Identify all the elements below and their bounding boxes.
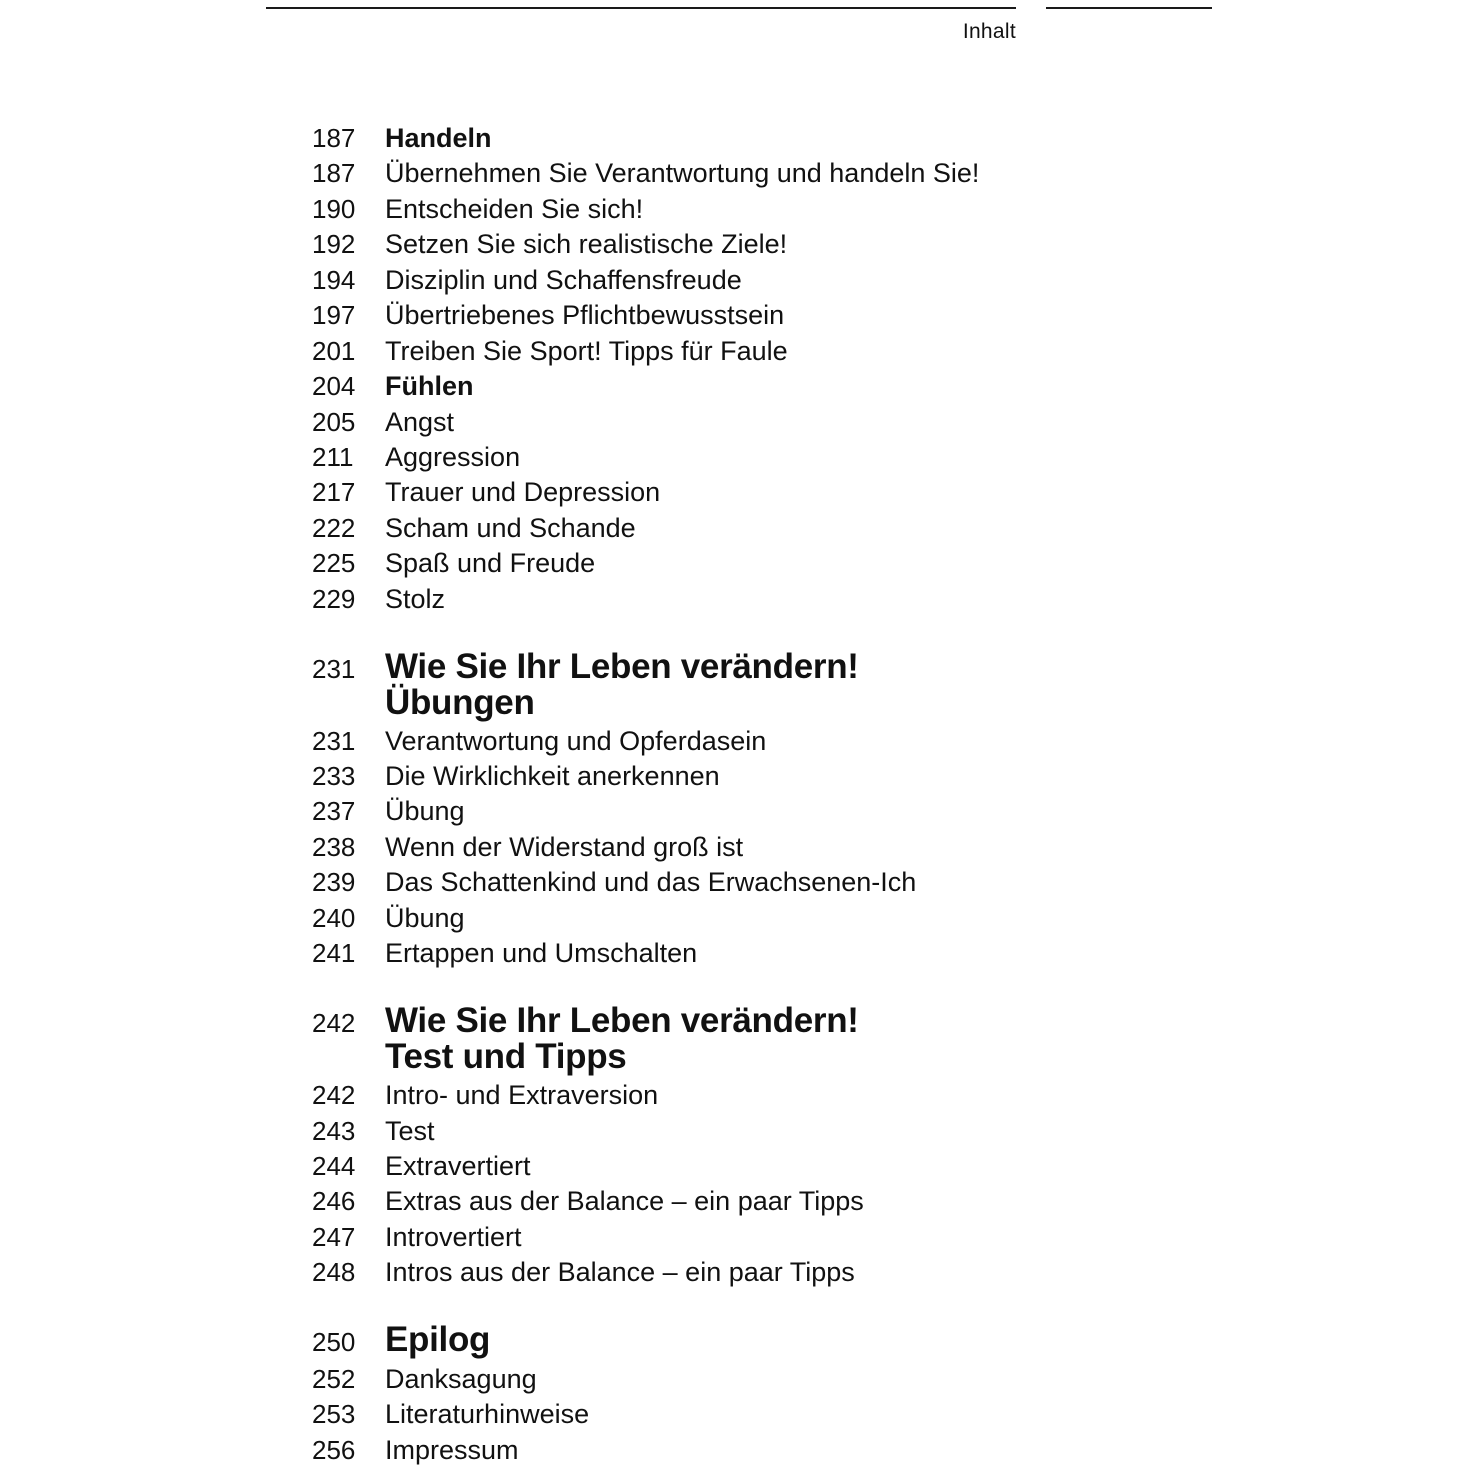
toc-entry-title: Setzen Sie sich realistische Ziele!: [385, 229, 788, 259]
toc-page-number: 192: [312, 229, 356, 259]
toc-entry[interactable]: [312, 830, 1112, 864]
toc-entry-title: Disziplin und Schaffensfreude: [385, 265, 742, 295]
toc-entry-title: Introvertiert: [385, 1222, 522, 1252]
toc-entry[interactable]: [312, 724, 1112, 758]
toc-entry-title: Trauer und Depression: [385, 477, 661, 507]
header-rule-left: [266, 7, 1016, 9]
toc-entry-title: Extras aus der Balance – ein paar Tipps: [385, 1186, 864, 1216]
toc-chapter-title: [385, 649, 1112, 721]
toc-entry-title: Spaß und Freude: [385, 548, 596, 578]
toc-chapter-title-line2: Test und Tipps: [385, 1037, 627, 1076]
toc-page-number: 194: [312, 265, 356, 295]
toc-entry[interactable]: [312, 1184, 1112, 1218]
toc-entry-title: Übernehmen Sie Verantwortung und handeln Sie!: [385, 158, 980, 188]
toc-entry[interactable]: [312, 759, 1112, 793]
toc-page-number: 222: [312, 513, 356, 543]
toc-page-number: 205: [312, 407, 356, 437]
toc-entry-title: Übung: [385, 903, 465, 933]
toc-page-number: 253: [312, 1399, 356, 1429]
toc-entry-title: Stolz: [385, 584, 446, 614]
toc-entry-title: Intro- und Extraversion: [385, 1080, 659, 1110]
toc-page-number: 237: [312, 796, 356, 826]
toc-page-number: 248: [312, 1257, 356, 1287]
toc-chapter-title: [385, 1322, 1112, 1358]
toc-page-number: 204: [312, 371, 356, 401]
toc-entry-title: Ertappen und Umschalten: [385, 938, 698, 968]
toc-page-number: 240: [312, 903, 356, 933]
toc-entry-title: Handeln: [385, 123, 492, 153]
toc-chapter-title-line1: Wie Sie Ihr Leben verändern!: [385, 1001, 859, 1040]
toc-entry-title: Angst: [385, 407, 455, 437]
toc-entry-title: Scham und Schande: [385, 513, 636, 543]
toc-page-number: 190: [312, 194, 356, 224]
toc-page-number: 233: [312, 761, 356, 791]
toc-entry[interactable]: [312, 865, 1112, 899]
toc-section-fuehlen[interactable]: [312, 369, 1112, 403]
toc-entry-title: Übung: [385, 796, 465, 826]
header-rule-right: [1046, 7, 1212, 9]
toc-page-number: 243: [312, 1116, 356, 1146]
toc-page-number: 201: [312, 336, 356, 366]
toc-page-number: 246: [312, 1186, 356, 1216]
toc-page-number: 239: [312, 867, 356, 897]
toc-entry-title: Intros aus der Balance – ein paar Tipps: [385, 1257, 855, 1287]
toc-page-number: 256: [312, 1435, 356, 1465]
toc-entry-title: Aggression: [385, 442, 521, 472]
toc-section-handeln[interactable]: [312, 121, 1112, 155]
toc-page-number: 231: [312, 654, 356, 684]
toc-entry-title: Test: [385, 1116, 435, 1146]
toc-entry[interactable]: [312, 1397, 1112, 1431]
toc-entry[interactable]: [312, 298, 1112, 332]
toc-entry[interactable]: [312, 546, 1112, 580]
toc-entry-title: Entscheiden Sie sich!: [385, 194, 644, 224]
toc-entry[interactable]: [312, 156, 1112, 190]
toc-entry[interactable]: [312, 1078, 1112, 1112]
toc-entry[interactable]: [312, 582, 1112, 616]
toc-entry[interactable]: [312, 901, 1112, 935]
toc-entry[interactable]: [312, 334, 1112, 368]
toc-page-number: 187: [312, 158, 356, 188]
toc-chapter-test-und-tipps[interactable]: [312, 1003, 1112, 1075]
toc-entry[interactable]: [312, 794, 1112, 828]
toc-page-number: 247: [312, 1222, 356, 1252]
toc-entry[interactable]: [312, 511, 1112, 545]
toc-chapter-title-line1: Wie Sie Ihr Leben verändern!: [385, 647, 859, 686]
toc-entry[interactable]: [312, 1362, 1112, 1396]
toc-entry-title: Literaturhinweise: [385, 1399, 590, 1429]
toc-entry-title: Übertriebenes Pflichtbewusstsein: [385, 300, 785, 330]
toc-chapter-title-line1: Epilog: [385, 1320, 491, 1359]
toc-chapter-uebungen[interactable]: [312, 649, 1112, 721]
toc-entry-title: Extravertiert: [385, 1151, 531, 1181]
toc-page-number: 252: [312, 1364, 356, 1394]
toc-entry[interactable]: [312, 1114, 1112, 1148]
toc-page-number: 187: [312, 123, 356, 153]
toc-chapter-epilog[interactable]: [312, 1322, 1112, 1360]
toc-entry-title: Das Schattenkind und das Erwachsenen-Ich: [385, 867, 917, 897]
toc-entry-title: Fühlen: [385, 371, 474, 401]
toc-entry[interactable]: [312, 1433, 1112, 1467]
toc-entry[interactable]: [312, 1149, 1112, 1183]
toc-entry-title: Wenn der Widerstand groß ist: [385, 832, 744, 862]
toc-page-number: 231: [312, 726, 356, 756]
toc-chapter-title: [385, 1003, 1112, 1075]
toc-entry[interactable]: [312, 227, 1112, 261]
toc-entry-title: Die Wirklichkeit anerkennen: [385, 761, 720, 791]
toc-page-number: 250: [312, 1327, 356, 1357]
toc-entry[interactable]: [312, 1220, 1112, 1254]
toc-page-number: 197: [312, 300, 356, 330]
toc-page-number: 217: [312, 477, 356, 507]
toc-page-number: 242: [312, 1080, 356, 1110]
toc-entry[interactable]: [312, 192, 1112, 226]
toc-entry-title: Impressum: [385, 1435, 519, 1465]
running-head: Inhalt: [962, 20, 1016, 43]
toc-entry[interactable]: [312, 263, 1112, 297]
toc-entry[interactable]: [312, 936, 1112, 970]
toc-entry-title: Treiben Sie Sport! Tipps für Faule: [385, 336, 788, 366]
toc-entry-title: Verantwortung und Opferdasein: [385, 726, 767, 756]
toc-page-number: 225: [312, 548, 356, 578]
toc-page-number: 242: [312, 1008, 356, 1038]
toc-page-number: 211: [312, 442, 354, 472]
toc-entry-title: Danksagung: [385, 1364, 537, 1394]
toc-page-number: 244: [312, 1151, 356, 1181]
toc-entry[interactable]: [312, 440, 1112, 474]
toc-page-number: 241: [312, 938, 356, 968]
toc-entry[interactable]: [312, 475, 1112, 509]
toc-entry[interactable]: [312, 405, 1112, 439]
toc-page-number: 238: [312, 832, 356, 862]
toc-page-number: 229: [312, 584, 356, 614]
toc-entry[interactable]: [312, 1255, 1112, 1289]
toc-chapter-title-line2: Übungen: [385, 683, 535, 722]
